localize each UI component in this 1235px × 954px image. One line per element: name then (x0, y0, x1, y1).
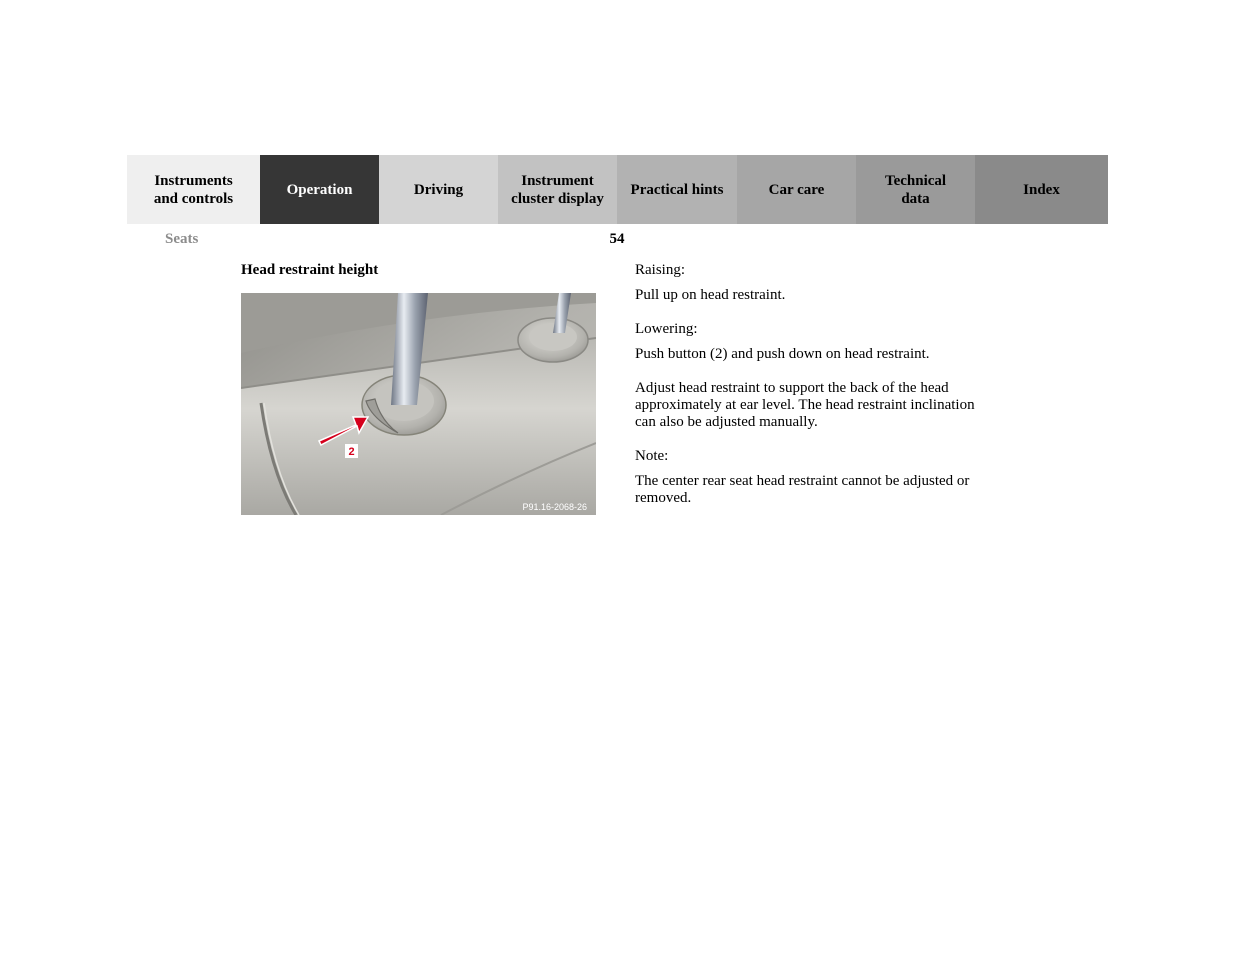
tab-technical-data[interactable]: Technical data (856, 155, 975, 224)
adjust-text: Adjust head restraint to support the back of the head approximately at ear level. The head restraint inclination can also be adjusted manually. (635, 380, 975, 430)
tab-car-care[interactable]: Car care (737, 155, 856, 224)
callout-number: 2 (348, 446, 355, 458)
section-title: Seats (165, 231, 199, 247)
tab-operation[interactable]: Operation (260, 155, 379, 224)
tab-instrument-cluster-display[interactable]: Instrument cluster display (498, 155, 617, 224)
lowering-label: Lowering: (635, 321, 698, 337)
page-number: 54 (609, 231, 625, 247)
raising-label: Raising: (635, 262, 686, 278)
instructions-text (635, 262, 995, 524)
figure-code: P91.16-2068-26 (522, 502, 587, 512)
lowering-text: Push button (2) and push down on head restraint. (635, 346, 930, 362)
tab-instruments-and-controls[interactable]: Instruments and controls (127, 155, 260, 224)
tab-driving[interactable]: Driving (379, 155, 498, 224)
raising-text: Pull up on head restraint. (635, 287, 786, 303)
note-text: The center rear seat head restraint cannot be adjusted or removed. (635, 473, 970, 506)
head-restraint-illustration (241, 293, 596, 515)
tab-practical-hints[interactable]: Practical hints (617, 155, 737, 224)
section-heading: Head restraint height (241, 262, 379, 278)
note-label: Note: (635, 448, 669, 464)
tab-index[interactable]: Index (975, 155, 1108, 224)
chapter-tab-bar (127, 155, 1108, 224)
